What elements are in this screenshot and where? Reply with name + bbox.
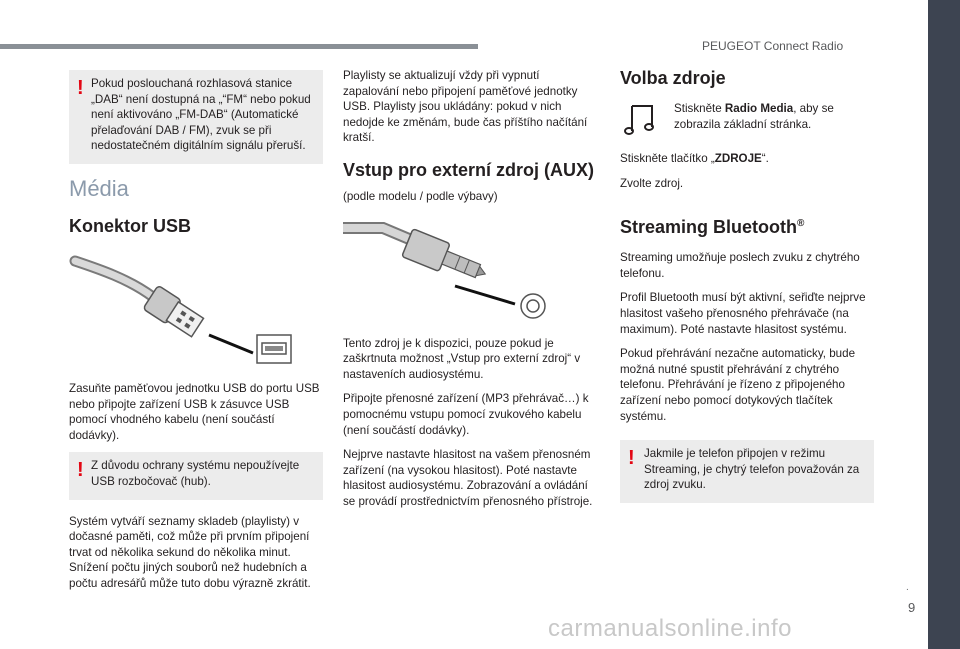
usb-plug-icon	[75, 261, 253, 353]
usb-port-icon	[257, 335, 291, 363]
source-paragraph-3: Zvolte zdroj.	[620, 176, 684, 190]
warning-mark-icon: !	[77, 77, 84, 99]
column-1	[69, 70, 323, 601]
column-3	[620, 68, 874, 503]
column-2	[343, 68, 595, 519]
warning-note-dab	[69, 70, 323, 164]
watermark: carmanualsonline.info	[548, 615, 792, 642]
usb-paragraph-1: Zasuňte paměťovou jednotku USB do portu USB nebo připojte zařízení USB k zásuvce USB pomocí vhodného kabelu (není součástí dodávky).	[69, 381, 320, 442]
source-paragraph-2: Stiskněte tlačítko „ZDROJE“.	[620, 152, 769, 165]
aux-paragraph-3: Nejprve nastavte hlasitost na vašem přenosném zařízení (na vysokou hlasitost). Poté nastavte hlasitost audiosystému. Zobrazování a ovládání se provádí prostřednictvím přenosného přístroje.	[343, 448, 593, 508]
warning-note-hub	[69, 452, 323, 499]
usb-paragraph-2: Systém vytváří seznamy skladeb (playlisty) v dočasné paměti, což může při prvním připojení trvat od několika sekund do několika minut. Snížení počtu jiných souborů než hudebních a počtu adresářů může tuto dobu výrazně zkrátit.	[69, 514, 311, 590]
aux-jack-icon	[343, 228, 515, 304]
warning-mark-icon: !	[628, 447, 635, 470]
section-title-media: Média	[69, 175, 129, 201]
warning-mark-icon: !	[77, 459, 84, 482]
aux-subtitle: (podle modelu / podle výbavy)	[343, 189, 498, 203]
aux-paragraph-1: Tento zdroj je k dispozici, pouze pokud je zaškrtnuta možnost „Vstup pro externí zdroj“ v nastaveních audiosystému.	[343, 336, 581, 381]
source-step-row	[620, 101, 874, 137]
heading-usb: Konektor USB	[69, 215, 192, 236]
aux-paragraph-2: Připojte přenosné zařízení (MP3 přehrávač…) k pomocnému vstupu pomocí zvukového kabelu (není součástí dodávky).	[343, 392, 589, 437]
note-text: Z důvodu ochrany systému nepoužívejte USB rozbočovač (hub).	[91, 459, 300, 488]
heading-aux: Vstup pro externí zdroj (AUX)	[343, 159, 595, 180]
usb-illustration	[69, 249, 323, 369]
header-bar	[0, 44, 478, 49]
page-dot: .	[906, 582, 909, 593]
side-strip	[928, 0, 960, 649]
header-title: PEUGEOT Connect Radio	[702, 39, 844, 53]
bt-paragraph-3: Pokud přehrávání nezačne automaticky, bude možná nutné spustit přehrávání z chytrého telefonu. Přehrávání je řízeno z připojeného zařízení nebo pomocí dotykových tlačítek systému.	[620, 347, 856, 423]
warning-note-streaming	[620, 440, 874, 503]
source-paragraph-1: Stiskněte Radio Media, aby se zobrazila základní stránka.	[674, 102, 834, 131]
heading-bluetooth: Streaming Bluetooth®	[620, 217, 805, 238]
heading-source: Volba zdroje	[620, 68, 726, 88]
note-text: Pokud poslouchaná rozhlasová stanice „DAB“ není dostupná na „“FM“ nebo pokud není aktivováno „FM-DAB“ (Automatické přelaďování DAB / FM), zvuk se při nedostatečném digitálním signálu přeruší.	[91, 77, 311, 153]
bt-paragraph-1: Streaming umožňuje poslech zvuku z chytrého telefonu.	[620, 251, 860, 280]
aux-socket-icon	[521, 294, 545, 318]
bt-paragraph-2: Profil Bluetooth musí být aktivní, seřiďte nejprve hlasitost vašeho přenosného přehrávače (na maximum). Poté nastavte hlasitost systému.	[620, 291, 866, 336]
aux-illustration	[343, 214, 595, 324]
page-number: 9	[908, 600, 916, 615]
music-note-icon	[620, 101, 660, 137]
note-text: Jakmile je telefon připojen v režimu Streaming, je chytrý telefon považován za zdroj zvuku.	[644, 447, 860, 492]
playlist-paragraph: Playlisty se aktualizují vždy při vypnutí zapalování nebo připojení paměťové jednotky USB. Playlisty jsou ukládány: pokud v nich nedojde ke změnám, bude čas příštího načítání kratší.	[343, 69, 588, 145]
